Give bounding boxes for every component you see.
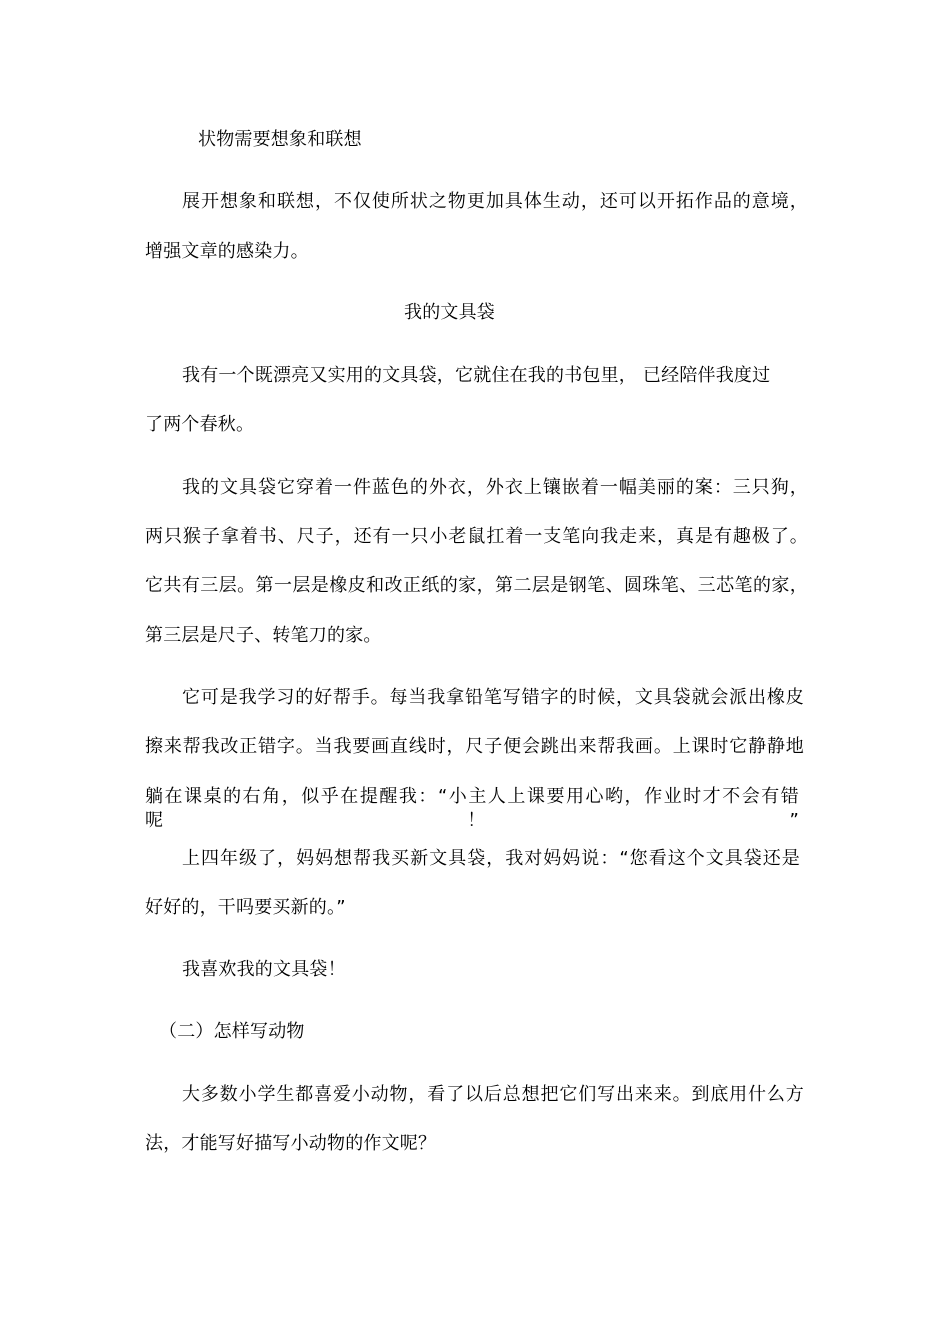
- paragraph-line: 增强文章的感染力。: [145, 241, 309, 262]
- paragraph-line: 大多数小学生都喜爱小动物，看了以后总想把它们写出来来。到底用什么方: [182, 1084, 804, 1105]
- paragraph-line: 我的文具袋它穿着一件蓝色的外衣，外衣上镶嵌着一幅美丽的案：三只狗，: [182, 477, 808, 498]
- paragraph-line: 展开想象和联想，不仅使所状之物更加具体生动，还可以开拓作品的意境，: [182, 191, 808, 212]
- paragraph-line: 法，才能写好描写小动物的作文呢？: [145, 1133, 437, 1154]
- paragraph-line: 好好的，干吗要买新的。”: [145, 897, 346, 918]
- paragraph-line: 它共有三层。第一层是橡皮和改正纸的家，第二层是钢笔、圆珠笔、三芯笔的家，: [145, 575, 808, 596]
- paragraph-line: 第三层是尺子、转笔刀的家。: [145, 625, 382, 646]
- paragraph-line: 两只猴子拿着书、尺子，还有一只小老鼠扛着一支笔向我走来，真是有趣极了。: [145, 526, 808, 547]
- paragraph-line: 擦来帮我改正错字。当我要画直线时，尺子便会跳出来帮我画。上课时它静静地: [145, 736, 804, 757]
- paragraph-line: 躺在课桌的右角，似乎在提醒我：“小主人上课要用心哟，作业时才不会有错呢！”: [145, 786, 799, 831]
- section-heading: 状物需要想象和联想: [198, 129, 362, 150]
- paragraph-line: 我喜欢我的文具袋！: [182, 959, 346, 980]
- paragraph-line: 上四年级了，妈妈想帮我买新文具袋，我对妈妈说：“您看这个文具袋还是: [182, 848, 800, 869]
- paragraph-line: 它可是我学习的好帮手。每当我拿铅笔写错字的时候，文具袋就会派出橡皮: [182, 687, 804, 708]
- paragraph-line: 我有一个既漂亮又实用的文具袋，它就住在我的书包里， 已经陪伴我度过: [182, 365, 771, 386]
- paragraph-line: 了两个春秋。: [145, 414, 255, 435]
- essay-title: 我的文具袋: [404, 302, 495, 323]
- section-heading: （二）怎样写动物: [159, 1021, 305, 1042]
